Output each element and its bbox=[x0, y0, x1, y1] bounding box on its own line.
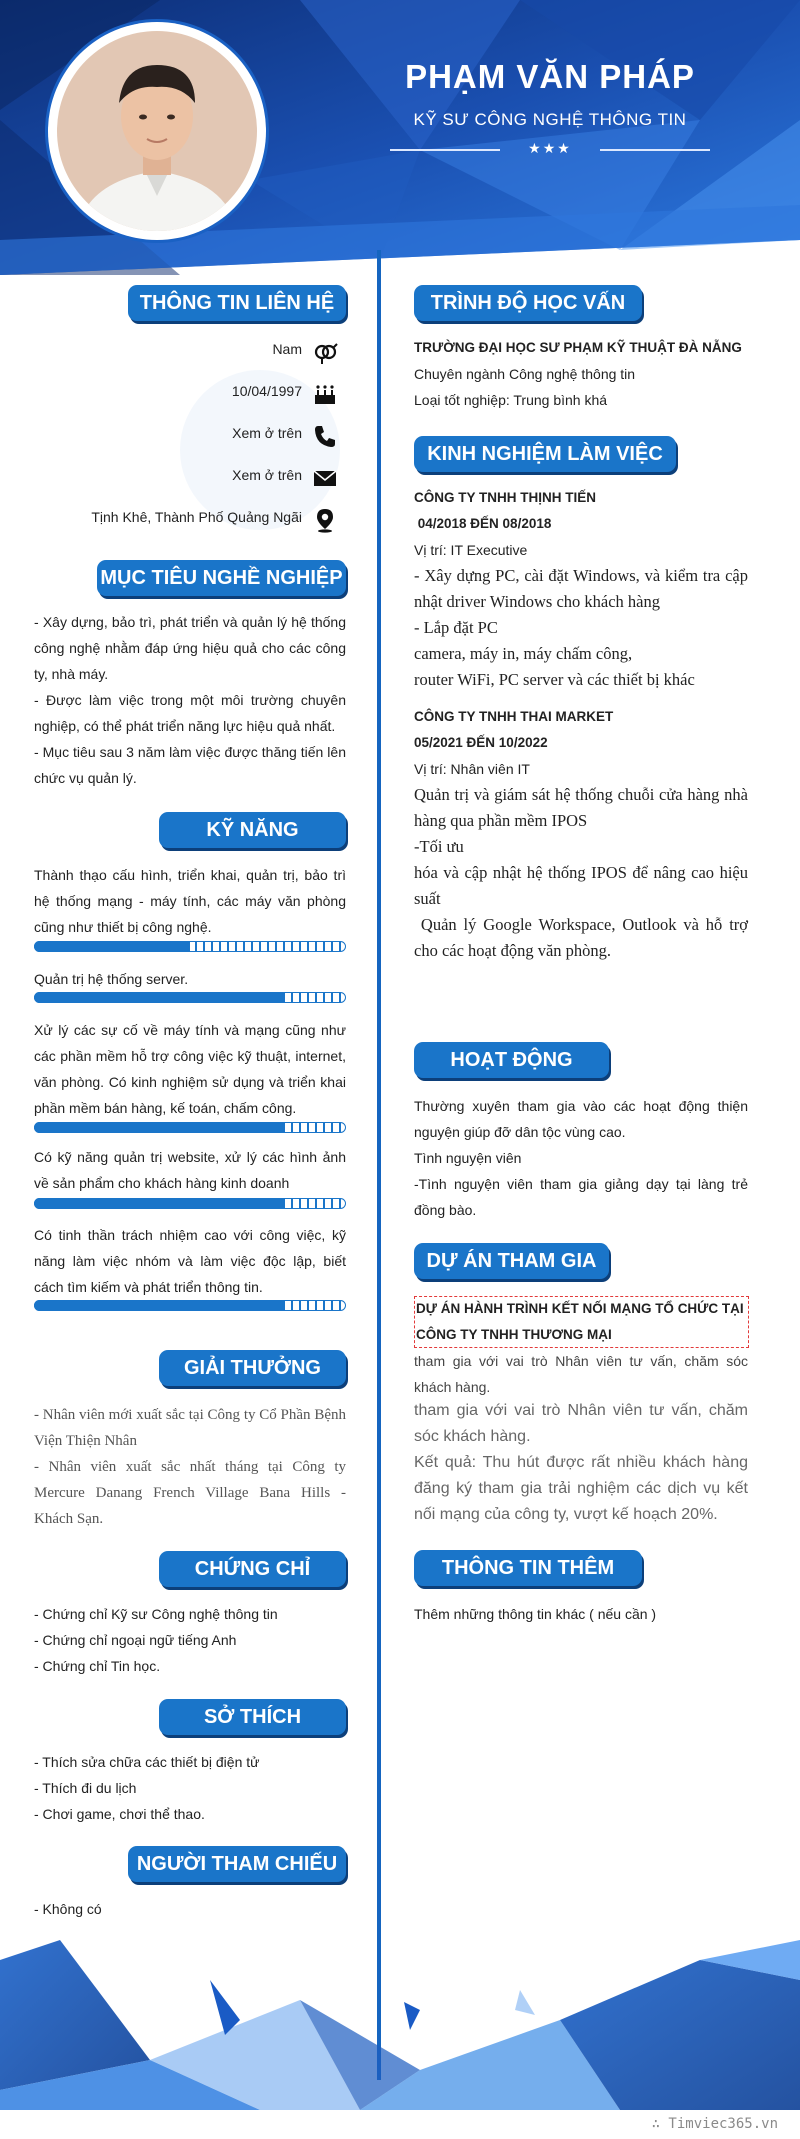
career-goal-text bbox=[34, 609, 346, 791]
section-title-contact: THÔNG TIN LIÊN HỆ bbox=[128, 285, 346, 321]
education-text bbox=[414, 335, 748, 413]
skill-level-fill bbox=[34, 941, 190, 952]
job-line: router WiFi, PC server và các thiết bị khác bbox=[414, 670, 695, 689]
skill-level-fill bbox=[34, 1300, 284, 1311]
footer-credit: ∴ Timviec365.vn bbox=[651, 2116, 778, 2132]
location-icon bbox=[312, 507, 338, 533]
footer-background bbox=[0, 1940, 800, 2110]
job-line: Quản lý Google Workspace, Outlook và hỗ trợ cho các hoạt động văn phòng. bbox=[414, 915, 753, 960]
section-title-awards: GIẢI THƯỞNG bbox=[159, 1350, 346, 1386]
certificate-line: - Chứng chỉ Kỹ sư Công nghệ thông tin bbox=[34, 1606, 278, 1622]
contact-item-address bbox=[38, 505, 338, 535]
contact-item-phone bbox=[38, 421, 338, 451]
section-title-career-goal: MỤC TIÊU NGHỀ NGHIỆP bbox=[97, 560, 346, 596]
email-icon bbox=[312, 465, 338, 491]
project-title: DỰ ÁN HÀNH TRÌNH KẾT NỐI MẠNG TỔ CHỨC TẠI CÔNG TY TNHH THƯƠNG MẠI bbox=[416, 1301, 744, 1342]
project-line: tham gia với vai trò Nhân viên tư vấn, chăm sóc khách hàng. bbox=[414, 1353, 748, 1395]
activity-line: Tình nguyện viên bbox=[414, 1150, 522, 1166]
skill-level-bar bbox=[34, 992, 346, 1003]
award-line: - Nhân viên xuất sắc nhất tháng tại Công ty Mercure Danang French Village Bana Hills - Khách Sạn. bbox=[34, 1459, 346, 1527]
career-goal-line: - Mục tiêu sau 3 năm làm việc được thăng tiến lên chức vụ quản lý. bbox=[34, 744, 346, 786]
extra-info-text: Thêm những thông tin khác ( nếu cần ) bbox=[414, 1606, 657, 1622]
section-title-experience: KINH NGHIỆM LÀM VIỆC bbox=[414, 436, 676, 472]
contact-gender-text: Nam bbox=[272, 341, 302, 357]
activity-line: -Tình nguyện viên tham gia giảng dạy tại làng trẻ đồng bào. bbox=[414, 1176, 748, 1218]
experience-job bbox=[414, 485, 748, 693]
award-line: - Nhân viên mới xuất sắc tại Công ty Cổ Phần Bệnh Viện Thiện Nhân bbox=[34, 1407, 346, 1449]
activities-text bbox=[414, 1093, 748, 1223]
project-result: Kết quả: Thu hút được rất nhiều khách hàng đăng ký tham gia trải nghiệm các dịch vụ kết nối mạng của công ty, vượt kế hoạch 20%. bbox=[414, 1454, 748, 1523]
phone-icon bbox=[312, 423, 338, 449]
certificate-line: - Chứng chỉ ngoại ngữ tiếng Anh bbox=[34, 1632, 237, 1648]
section-title-activities: HOẠT ĐỘNG bbox=[414, 1042, 609, 1078]
section-title-extra-info: THÔNG TIN THÊM bbox=[414, 1550, 642, 1586]
job-company: CÔNG TY TNHH THAI MARKET bbox=[414, 709, 614, 724]
hobby-line: - Thích đi du lịch bbox=[34, 1780, 137, 1796]
job-line: - Lắp đặt PC bbox=[414, 618, 498, 637]
contact-item-gender bbox=[38, 337, 338, 367]
section-title-certificates: CHỨNG CHỈ bbox=[159, 1551, 346, 1587]
skill-level-fill bbox=[34, 1198, 284, 1209]
skill-item-text: Có tinh thần trách nhiệm cao với công việc, kỹ năng làm việc nhóm và làm việc độc lập, biết cách tìm kiếm và phát triển thông tin. bbox=[34, 1227, 346, 1295]
hobby-line: - Thích sửa chữa các thiết bị điện tử bbox=[34, 1754, 260, 1770]
job-line: hóa và cập nhật hệ thống IPOS để nâng cao hiệu suất bbox=[414, 863, 748, 908]
contact-birthday-text: 10/04/1997 bbox=[231, 383, 302, 399]
references-text bbox=[34, 1896, 346, 1922]
profile-avatar bbox=[48, 22, 266, 240]
certificates-text bbox=[34, 1601, 346, 1679]
contact-phone-text: Xem ở trên bbox=[232, 425, 302, 441]
contact-item-email bbox=[38, 463, 338, 493]
section-title-projects: DỰ ÁN THAM GIA bbox=[414, 1243, 609, 1279]
activity-line: Thường xuyên tham gia vào các hoạt động thiện nguyện giúp đỡ dân tộc vùng cao. bbox=[414, 1098, 748, 1140]
education-major: Chuyên ngành Công nghệ thông tin bbox=[414, 366, 636, 382]
hobby-line: - Chơi game, chơi thể thao. bbox=[34, 1806, 205, 1822]
ornament-line-right bbox=[600, 149, 710, 151]
skill-item-text: Quản trị hệ thống server. bbox=[34, 971, 189, 987]
skill-level-bar bbox=[34, 941, 346, 952]
job-line: - Xây dựng PC, cài đặt Windows, và kiểm tra cập nhật driver Windows cho khách hàng bbox=[414, 566, 748, 611]
skill-level-bar bbox=[34, 1122, 346, 1133]
section-title-hobbies: SỞ THÍCH bbox=[159, 1699, 346, 1735]
certificate-line: - Chứng chỉ Tin học. bbox=[34, 1658, 161, 1674]
job-line: camera, máy in, máy chấm công, bbox=[414, 644, 633, 663]
reference-line: - Không có bbox=[34, 1901, 102, 1917]
candidate-job-title: KỸ SƯ CÔNG NGHỆ THÔNG TIN bbox=[413, 110, 687, 129]
skill-item-text: Xử lý các sự cố về máy tính và mạng cũng như các phần mềm hỗ trợ công việc kỹ thuật, internet, văn phòng. Có kinh nghiệm sử dụng và triển khai phần mềm bán hàng, kế toán, chấm công. bbox=[34, 1022, 346, 1116]
job-period: 05/2021 ĐẾN 10/2022 bbox=[414, 735, 548, 750]
job-company: CÔNG TY TNHH THỊNH TIẾN bbox=[414, 490, 596, 505]
career-goal-line: - Được làm việc trong một môi trường chuyên nghiệp, có thể phát triển năng lực hiệu quả nhất. bbox=[34, 692, 346, 734]
title-ornament bbox=[390, 140, 710, 160]
education-grade: Loại tốt nghiệp: Trung bình khá bbox=[414, 392, 608, 408]
job-line: -Tối ưu bbox=[414, 837, 464, 856]
section-title-references: NGƯỜI THAM CHIẾU bbox=[128, 1846, 346, 1882]
job-position: Vị trí: IT Executive bbox=[414, 542, 528, 558]
hobbies-text bbox=[34, 1749, 346, 1827]
section-title-education: TRÌNH ĐỘ HỌC VẤN bbox=[414, 285, 642, 321]
contact-item-birthday bbox=[38, 379, 338, 409]
skill-item-text: Có kỹ năng quản trị website, xử lý các hình ảnh về sản phẩm cho khách hàng kinh doanh bbox=[34, 1149, 346, 1191]
section-title-skills: KỸ NĂNG bbox=[159, 812, 346, 848]
gender-icon bbox=[312, 339, 338, 365]
project-line: tham gia với vai trò Nhân viên tư vấn, chăm sóc khách hàng. bbox=[414, 1402, 748, 1445]
job-period: 04/2018 ĐẾN 08/2018 bbox=[414, 516, 552, 531]
profile-photo bbox=[57, 31, 257, 231]
candidate-name: PHẠM VĂN PHÁP bbox=[405, 58, 695, 95]
skill-level-bar bbox=[34, 1300, 346, 1311]
career-goal-line: - Xây dựng, bảo trì, phát triển và quản lý hệ thống công nghệ nhằm đáp ứng hiệu quả cho các công ty, nhà máy. bbox=[34, 614, 346, 682]
job-position: Vị trí: Nhân viên IT bbox=[414, 761, 530, 777]
skill-item-text: Thành thạo cấu hình, triển khai, quản trị, bảo trì hệ thống mạng - máy tính, các máy văn phòng cũng như thiết bị công nghệ. bbox=[34, 867, 346, 935]
skill-level-fill bbox=[34, 1122, 284, 1133]
job-line: Quản trị và giám sát hệ thống chuỗi cửa hàng nhà hàng qua phần mềm IPOS bbox=[414, 785, 748, 830]
contact-address-text: Tịnh Khê, Thành Phố Quảng Ngãi bbox=[91, 509, 302, 525]
experience-job bbox=[414, 704, 753, 964]
awards-text bbox=[34, 1402, 346, 1532]
column-divider bbox=[377, 250, 381, 2080]
contact-email-text: Xem ở trên bbox=[232, 467, 302, 483]
skill-level-bar bbox=[34, 1198, 346, 1209]
star-icons: ★★★ bbox=[528, 140, 572, 156]
skill-level-fill bbox=[34, 992, 284, 1003]
education-school: TRƯỜNG ĐẠI HỌC SƯ PHẠM KỸ THUẬT ĐÀ NẴNG bbox=[414, 340, 742, 355]
birthday-cake-icon bbox=[312, 381, 338, 407]
